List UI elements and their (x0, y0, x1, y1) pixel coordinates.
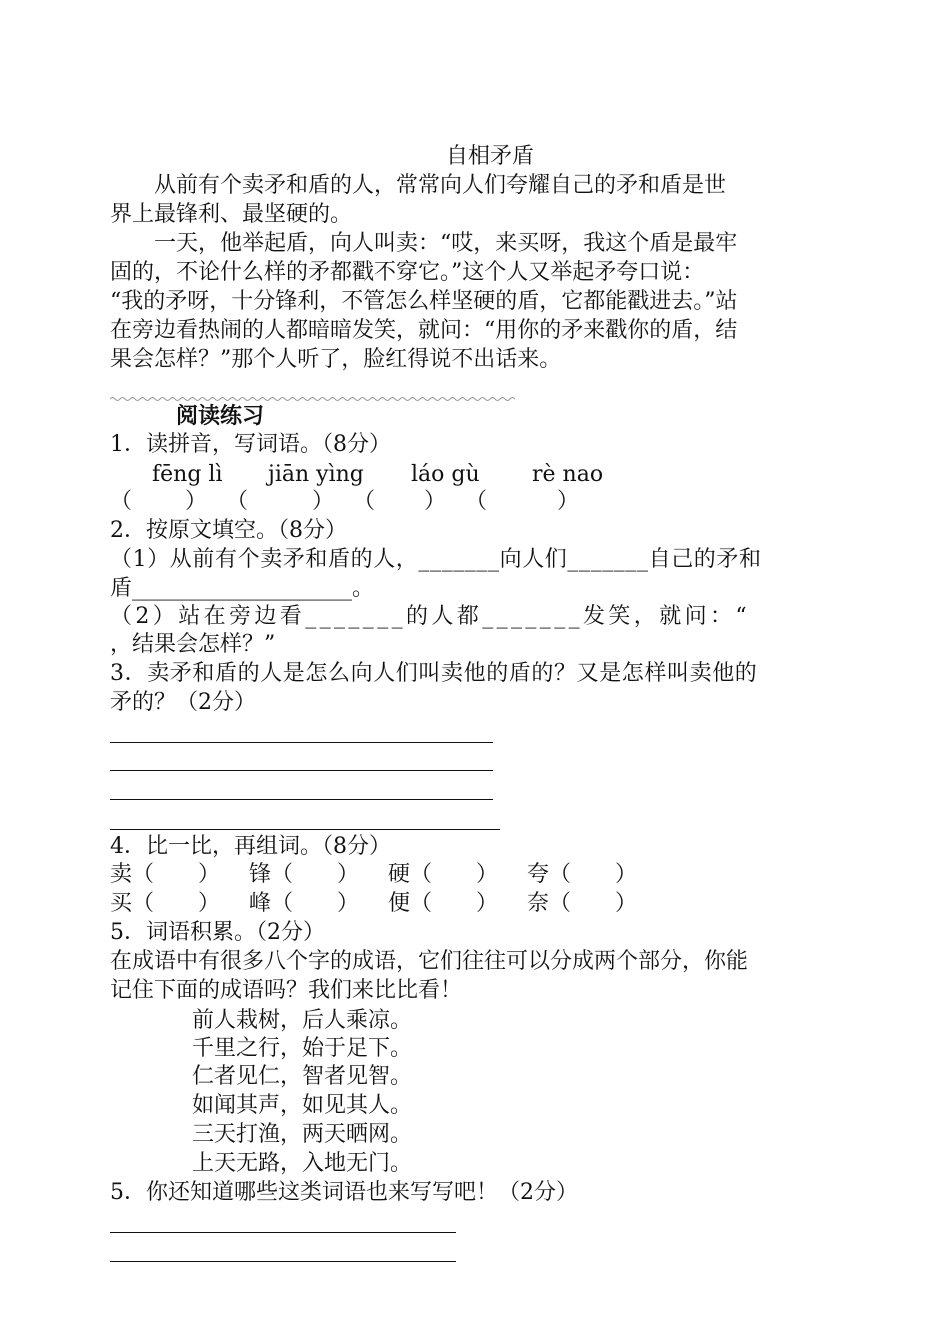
q2-line-2: 盾____________________。 (110, 576, 375, 601)
question-3-line-1: 3．卖矛和盾的人是怎么向人们叫卖他的盾的？又是怎样叫卖他的 (110, 661, 758, 686)
page-title: 自相矛盾 (445, 144, 534, 169)
word-cell: 硬（ ） (388, 862, 499, 887)
question-1: 1．读拼音，写词语。（8分） (110, 432, 391, 457)
idiom-item: 前人栽树，后人乘凉。 (192, 1008, 413, 1033)
answer-line[interactable] (110, 829, 500, 830)
bracket-close: ） (185, 489, 208, 514)
bracket-close: ） (424, 489, 447, 514)
idiom-item: 如闻其声，如见其人。 (192, 1093, 413, 1118)
idiom-item: 三天打渔，两天晒网。 (192, 1122, 413, 1147)
q2-line-1: （1）从前有个卖矛和盾的人，_______向人们_______自己的矛和 (110, 547, 762, 572)
question-6: 5．你还知道哪些这类词语也来写写吧！（2分） (110, 1180, 578, 1205)
bracket-open: （ (110, 489, 133, 514)
word-cell: 便（ ） (388, 891, 499, 916)
question-4: 4．比一比，再组词。（8分） (110, 834, 391, 859)
story-line: 固的，不论什么样的矛都戳不穿它。”这个人又举起矛夸口说： (110, 260, 705, 285)
story-line: “我的矛呀，十分锋利，不管怎么样坚硬的盾，它都能戳进去。”站 (110, 289, 738, 314)
question-5: 5．词语积累。（2分） (110, 920, 325, 945)
question-3-line-2: 矛的？（2分） (110, 690, 256, 715)
word-cell: 夸（ ） (527, 862, 638, 887)
story-line: 从前有个卖矛和盾的人，常常向人们夸耀自己的矛和盾是世 (110, 173, 727, 198)
answer-line[interactable] (110, 1232, 456, 1233)
pinyin: rè nao (532, 462, 604, 487)
bracket-close: ） (312, 489, 335, 514)
q5-intro-line-2: 记住下面的成语吗？我们来比比看！ (110, 978, 463, 1003)
answer-line[interactable] (110, 1261, 456, 1262)
story-line: 界上最锋利、最坚硬的。 (110, 202, 353, 227)
pinyin: jiān yìng (268, 462, 364, 487)
idiom-item: 千里之行，始于足下。 (192, 1036, 413, 1061)
question-2: 2．按原文填空。（8分） (110, 518, 347, 543)
wavy-divider (110, 396, 515, 402)
pinyin: fēng lì (152, 462, 223, 487)
bracket-open: （ (353, 489, 376, 514)
pinyin: láo gù (411, 462, 480, 487)
story-line: 果会怎样？”那个人听了，脸红得说不出话来。 (110, 347, 562, 372)
word-cell: 峰（ ） (249, 891, 360, 916)
word-cell: 锋（ ） (249, 862, 360, 887)
q2-line-3: （2）站在旁边看_______的人都_______发笑，就问：“ (110, 604, 751, 629)
idiom-item: 上天无路，入地无门。 (192, 1151, 413, 1176)
story-line: 一天，他举起盾，向人叫卖：“哎，来买呀，我这个盾是最牢 (110, 231, 738, 256)
q5-intro-line-1: 在成语中有很多八个字的成语，它们往往可以分成两个部分，你能 (110, 949, 749, 974)
word-cell: 卖（ ） (110, 862, 221, 887)
idiom-item: 仁者见仁，智者见智。 (192, 1064, 413, 1089)
answer-line[interactable] (110, 770, 493, 771)
word-cell: 买（ ） (110, 891, 221, 916)
answer-line[interactable] (110, 742, 493, 743)
story-line: 在旁边看热闹的人都暗暗发笑，就问：“用你的矛来戳你的盾，结 (110, 318, 738, 343)
bracket-open: （ (226, 489, 249, 514)
bracket-close: ） (557, 489, 580, 514)
answer-line[interactable] (110, 799, 493, 800)
section-title: 阅读练习 (176, 403, 265, 429)
q2-line-4: ，结果会怎样？” (110, 632, 276, 657)
word-cell: 奈（ ） (527, 891, 638, 916)
bracket-open: （ (465, 489, 488, 514)
